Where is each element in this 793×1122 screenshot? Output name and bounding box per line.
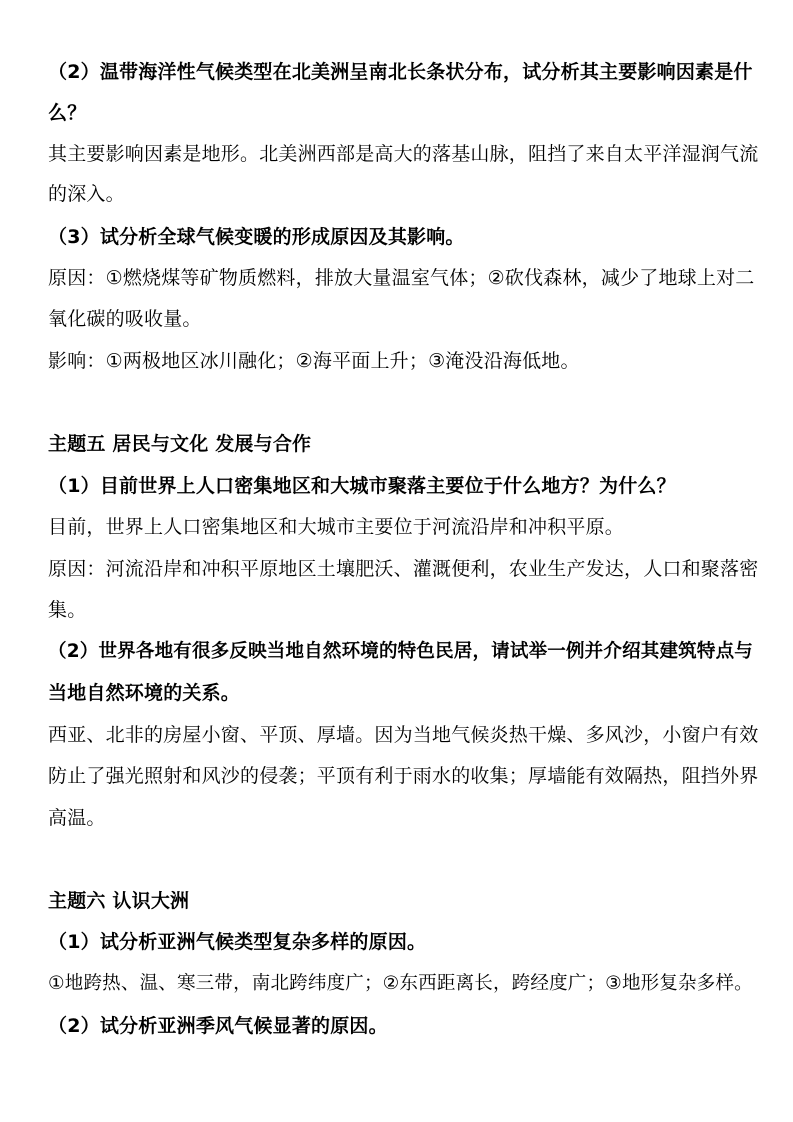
answer-line: 西亚、北非的房屋小窗、平顶、厚墙。因为当地气候炎热干燥、多风沙，小窗户有效	[48, 724, 759, 746]
answer-line: 氧化碳的吸收量。	[48, 308, 202, 330]
question-line: （2）温带海洋性气候类型在北美洲呈南北长条状分布，试分析其主要影响因素是什	[48, 61, 753, 83]
answer-line: 防止了强光照射和风沙的侵袭；平顶有利于雨水的收集；厚墙能有效隔热，阻挡外界	[48, 765, 759, 787]
section-heading: 主题五 居民与文化 发展与合作	[48, 433, 312, 455]
question-line: 么？	[48, 102, 87, 124]
answer-line: 的深入。	[48, 183, 125, 205]
answer-line: 影响：①两极地区冰川融化；②海平面上升；③淹没沿海低地。	[48, 350, 580, 372]
answer-line: 集。	[48, 599, 87, 621]
answer-line: 高温。	[48, 807, 106, 829]
answer-line: 其主要影响因素是地形。北美洲西部是高大的落基山脉，阻挡了来自太平洋湿润气流	[48, 143, 759, 165]
question-line: （1）试分析亚洲气候类型复杂多样的原因。	[48, 931, 427, 953]
answer-line: 原因：①燃烧煤等矿物质燃料，排放大量温室气体；②砍伐森林，减少了地球上对二	[48, 267, 755, 289]
answer-line: 目前，世界上人口密集地区和大城市主要位于河流沿岸和冲积平原。	[48, 516, 625, 538]
question-line: （2）试分析亚洲季风气候显著的原因。	[48, 1015, 388, 1037]
question-line: 当地自然环境的关系。	[48, 682, 241, 704]
answer-line: ①地跨热、温、寒三带，南北跨纬度广；②东西距离长，跨经度广；③地形复杂多样。	[48, 973, 753, 994]
question-line: （2）世界各地有很多反映当地自然环境的特色民居，请试举一例并介绍其建筑特点与	[48, 641, 753, 662]
question-line: （3）试分析全球气候变暖的形成原因及其影响。	[48, 226, 465, 248]
question-line: （1）目前世界上人口密集地区和大城市聚落主要位于什么地方？为什么？	[48, 475, 676, 497]
section-heading: 主题六 认识大洲	[48, 890, 190, 912]
answer-line: 原因：河流沿岸和冲积平原地区土壤肥沃、灌溉便利，农业生产发达，人口和聚落密	[48, 558, 759, 580]
